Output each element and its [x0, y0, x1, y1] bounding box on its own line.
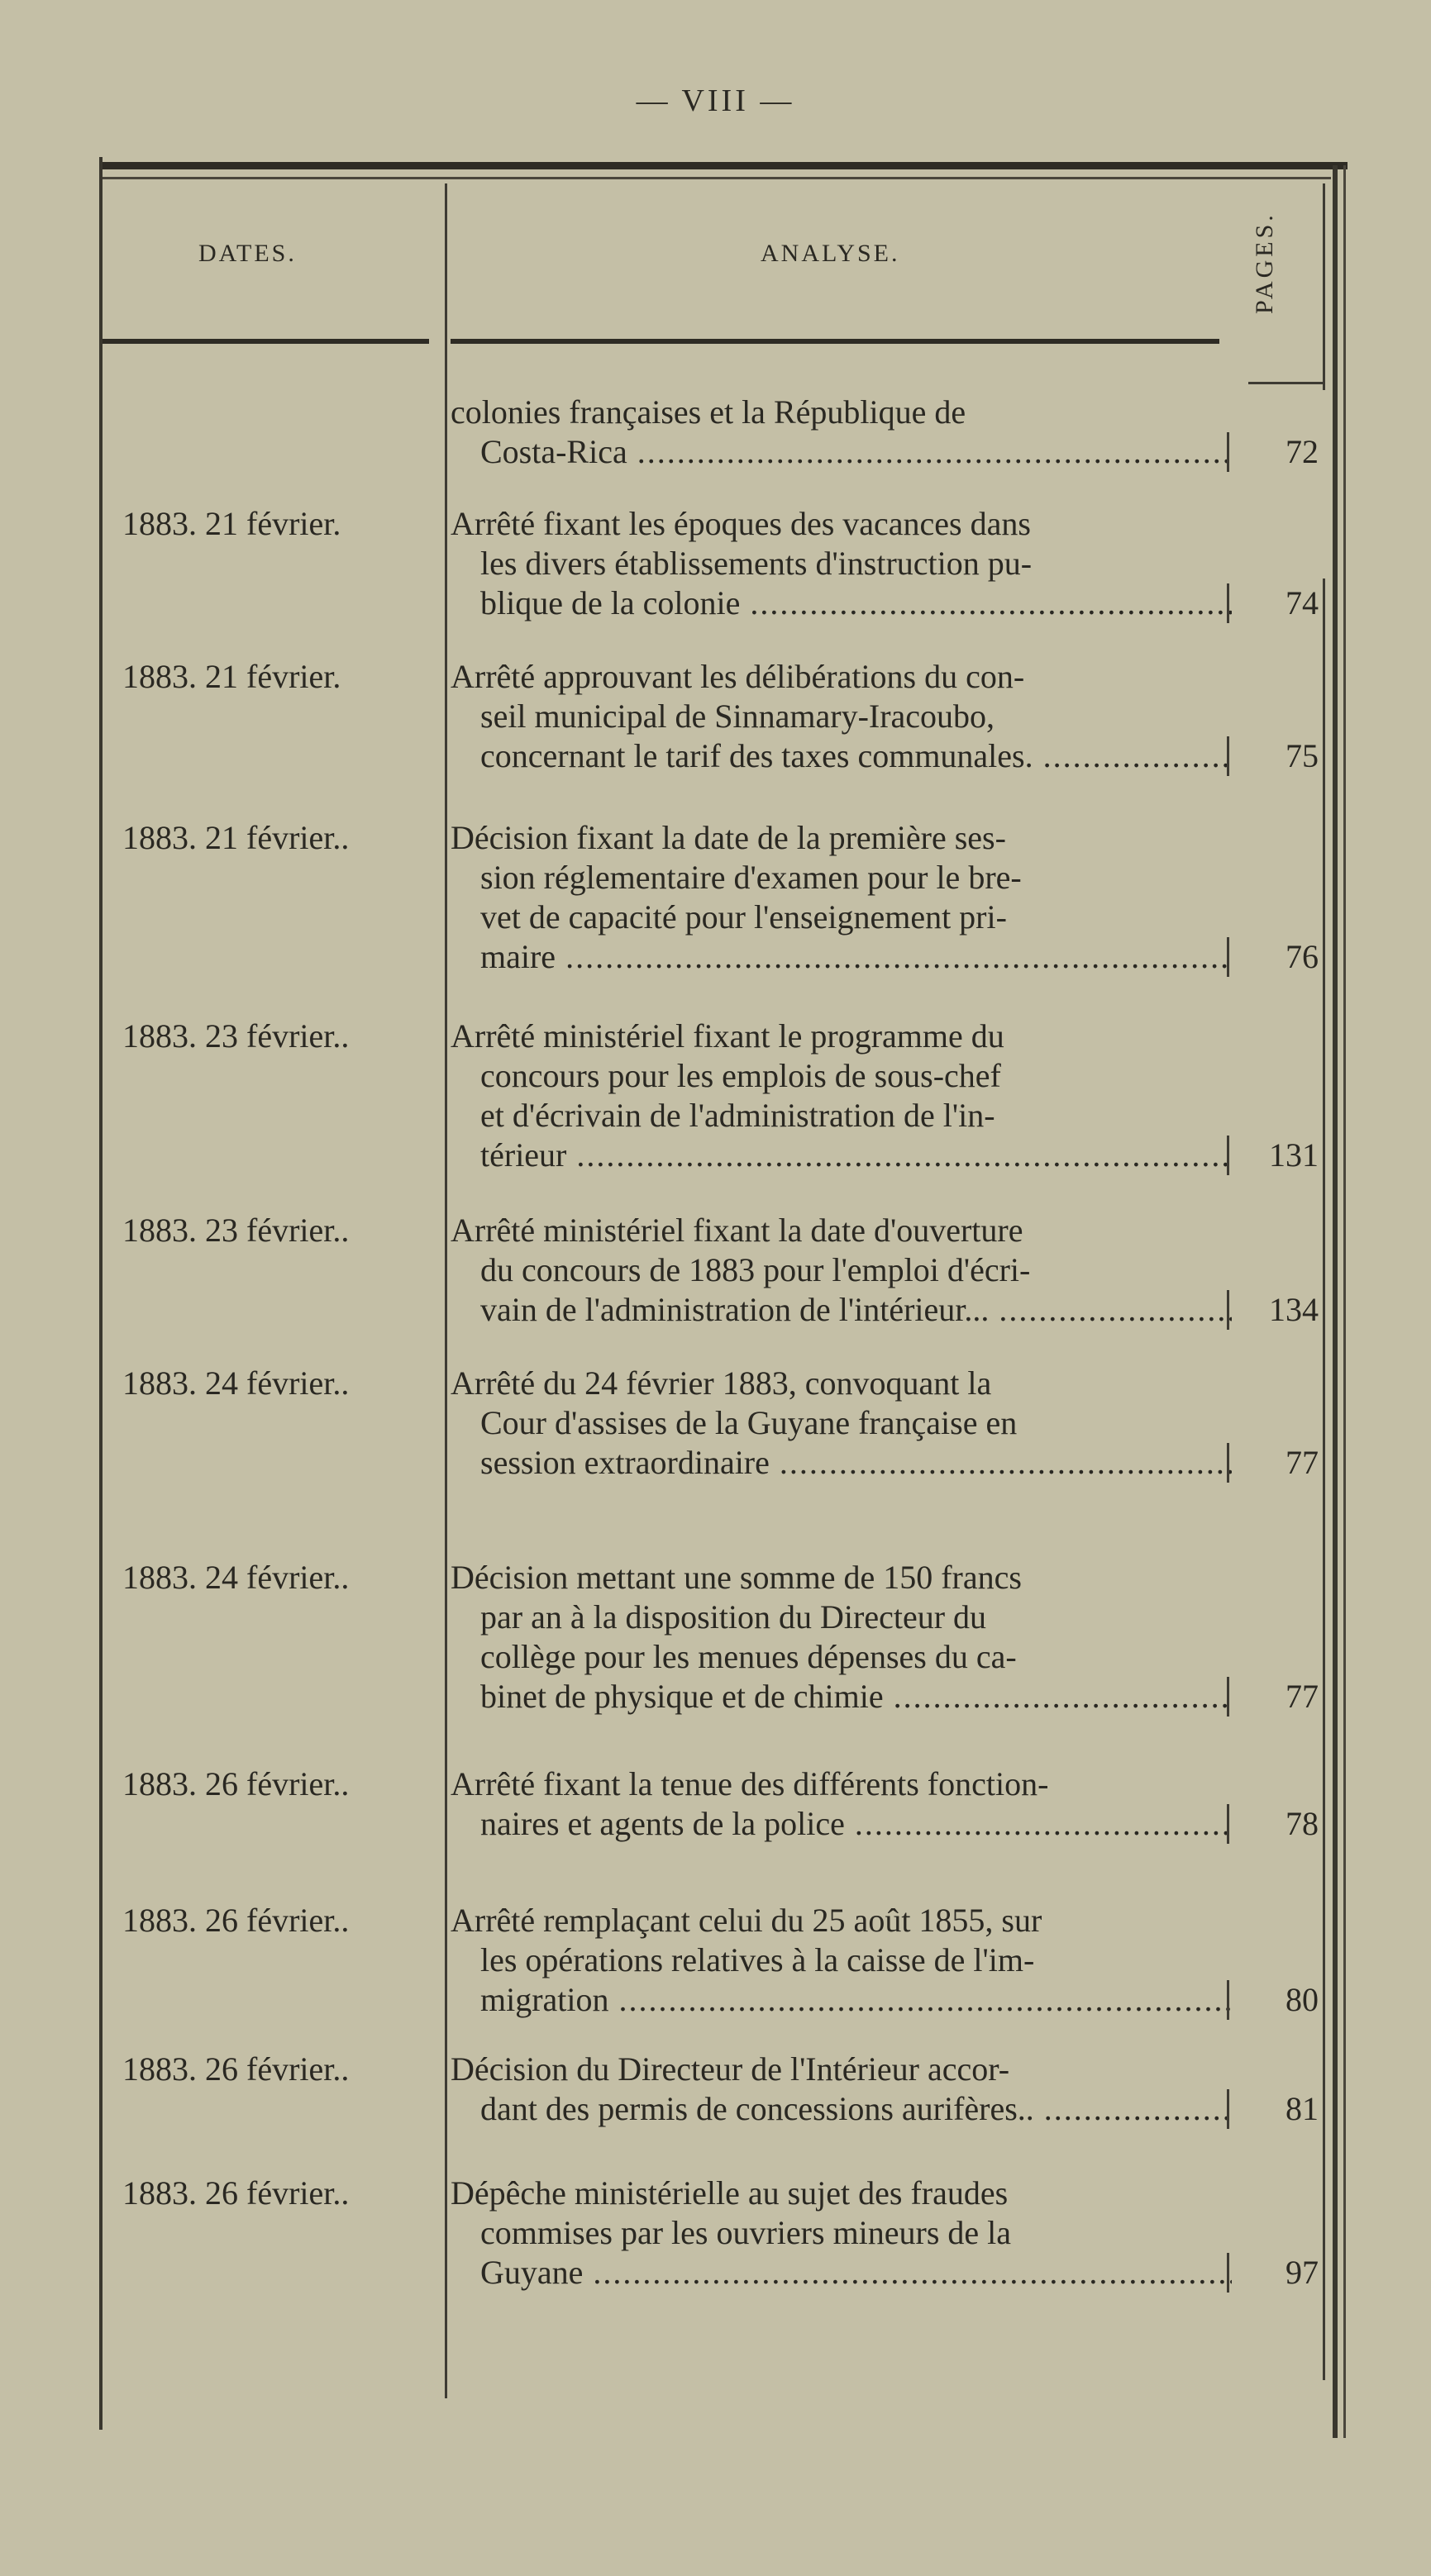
- entry-analysis-line: Décision fixant la date de la première ses-: [451, 819, 1006, 856]
- entry-analysis-line: maire .....: [451, 937, 1232, 977]
- page-separator: [1227, 2253, 1229, 2293]
- entry-page: 76: [1286, 938, 1319, 975]
- entry-analysis-line: colonies françaises et la République de: [451, 393, 966, 431]
- entry-analysis-line: par an à la disposition du Directeur du: [480, 1598, 987, 1636]
- entry-analysis-line: session extraordinaire .....: [451, 1443, 1232, 1483]
- entry-date: 1883. 21 février.: [122, 658, 341, 695]
- column-divider-pages-top: [1323, 183, 1325, 390]
- entry-analysis-line: Arrêté ministériel fixant le programme du: [451, 1017, 1004, 1055]
- column-divider-dates: [445, 183, 447, 2398]
- entry-analysis: [451, 657, 1232, 776]
- entry-analysis: [451, 2050, 1232, 2129]
- page-separator: [1227, 432, 1229, 472]
- page-separator: [1227, 1290, 1229, 1330]
- entry-analysis-line: du concours de 1883 pour l'emploi d'écri-: [480, 1251, 1031, 1288]
- header-rule-pages: [1248, 382, 1324, 384]
- entry-analysis-line: seil municipal de Sinnamary-Iracoubo,: [480, 698, 995, 735]
- entry-analysis: [451, 1017, 1232, 1175]
- entry-analysis: [451, 393, 1232, 472]
- page-separator: [1227, 937, 1229, 977]
- entry-analysis-line: dant des permis de concessions aurifères.. .....: [451, 2089, 1232, 2129]
- entry-analysis-line: binet de physique et de chimie .....: [451, 1677, 1232, 1717]
- entry-page: 75: [1286, 737, 1319, 774]
- entry-analysis-line: Décision du Directeur de l'Intérieur accor-: [451, 2050, 1010, 2088]
- entry-page: 131: [1269, 1136, 1319, 1174]
- entry-analysis-line: Arrêté fixant les époques des vacances dans: [451, 505, 1031, 542]
- entry-analysis-line: Dépêche ministérielle au sujet des fraudes: [451, 2174, 1009, 2212]
- entry-analysis-line: migration .....: [451, 1980, 1232, 2020]
- table-right-border: [1333, 165, 1338, 2438]
- entry-date: 1883. 21 février.: [122, 505, 341, 542]
- header-rule-analyse: [451, 339, 1219, 344]
- entry-page: 77: [1286, 1678, 1319, 1715]
- page-separator: [1227, 1804, 1229, 1844]
- entry-analysis-line: vain de l'administration de l'intérieur... .....: [451, 1290, 1232, 1330]
- entry-analysis-line: Arrêté ministériel fixant la date d'ouverture: [451, 1212, 1023, 1249]
- entry-date: 1883. 26 février..: [122, 2050, 350, 2088]
- entry-analysis-line: collège pour les menues dépenses du ca-: [480, 1638, 1017, 1675]
- entry-analysis: [451, 1764, 1232, 1844]
- page-separator: [1227, 1980, 1229, 2020]
- entry-analysis: [451, 504, 1232, 623]
- entry-page: 134: [1269, 1291, 1319, 1328]
- page-separator: [1227, 1136, 1229, 1175]
- entry-analysis-line: Costa-Rica .....: [451, 432, 1232, 472]
- entry-page: 97: [1286, 2254, 1319, 2291]
- page-separator: [1227, 736, 1229, 776]
- entry-analysis-line: sion réglementaire d'examen pour le bre-: [480, 859, 1022, 896]
- entry-analysis: [451, 2174, 1232, 2293]
- entry-analysis-line: Arrêté du 24 février 1883, convoquant la: [451, 1364, 992, 1402]
- entry-analysis-line: Décision mettant une somme de 150 francs: [451, 1559, 1022, 1596]
- column-header-analyse: ANALYSE.: [761, 240, 900, 267]
- entry-analysis-line: Arrêté remplaçant celui du 25 août 1855, sur: [451, 1902, 1042, 1939]
- page-separator: [1227, 1677, 1229, 1717]
- entry-date: 1883. 26 février..: [122, 1765, 350, 1802]
- page-number: — VIII —: [636, 83, 795, 118]
- table-right-border-outer: [1343, 165, 1346, 2438]
- entry-analysis: [451, 1901, 1232, 2020]
- entry-analysis-line: Guyane .....: [451, 2253, 1232, 2293]
- entry-analysis: [451, 1364, 1232, 1483]
- entry-analysis-line: Arrêté approuvant les délibérations du con-: [451, 658, 1025, 695]
- entry-analysis: [451, 818, 1232, 977]
- entry-analysis-line: commises par les ouvriers mineurs de la: [480, 2214, 1012, 2251]
- column-header-dates: DATES.: [198, 240, 297, 267]
- entry-analysis-line: blique de la colonie .....: [451, 583, 1232, 623]
- entry-analysis: [451, 1211, 1232, 1330]
- entry-date: 1883. 26 février..: [122, 1902, 350, 1939]
- entry-date: 1883. 24 février..: [122, 1559, 350, 1596]
- column-divider-pages: [1323, 579, 1325, 2380]
- entry-page: 78: [1286, 1805, 1319, 1842]
- page-separator: [1227, 583, 1229, 623]
- entry-page: 81: [1286, 2090, 1319, 2127]
- entry-analysis-line: vet de capacité pour l'enseignement pri-: [480, 898, 1007, 936]
- column-header-pages: PAGES.: [1251, 212, 1278, 314]
- entry-date: 1883. 23 février..: [122, 1017, 350, 1055]
- entry-date: 1883. 21 février..: [122, 819, 350, 856]
- entry-analysis-line: les divers établissements d'instruction pu-: [480, 545, 1033, 582]
- entry-page: 72: [1286, 433, 1319, 470]
- entry-analysis: [451, 1558, 1232, 1717]
- header-rule-dates: [103, 339, 429, 344]
- entry-analysis-line: concernant le tarif des taxes communales. .....: [451, 736, 1232, 776]
- entry-page: 74: [1286, 584, 1319, 621]
- entry-analysis-line: Cour d'assises de la Guyane française en: [480, 1404, 1018, 1441]
- page-separator: [1227, 2089, 1229, 2129]
- entry-analysis-line: térieur .....: [451, 1136, 1232, 1175]
- entry-page: 77: [1286, 1444, 1319, 1481]
- entry-date: 1883. 23 février..: [122, 1212, 350, 1249]
- entry-analysis-line: et d'écrivain de l'administration de l'in-: [480, 1097, 995, 1134]
- page-separator: [1227, 1443, 1229, 1483]
- entry-page: 80: [1286, 1981, 1319, 2018]
- entry-date: 1883. 26 février..: [122, 2174, 350, 2212]
- entry-analysis-line: naires et agents de la police .....: [451, 1804, 1232, 1844]
- entry-analysis-line: Arrêté fixant la tenue des différents fonction-: [451, 1765, 1049, 1802]
- entry-analysis-line: les opérations relatives à la caisse de l'im-: [480, 1941, 1035, 1978]
- entry-date: 1883. 24 février..: [122, 1364, 350, 1402]
- entry-analysis-line: concours pour les emplois de sous-chef: [480, 1057, 1001, 1094]
